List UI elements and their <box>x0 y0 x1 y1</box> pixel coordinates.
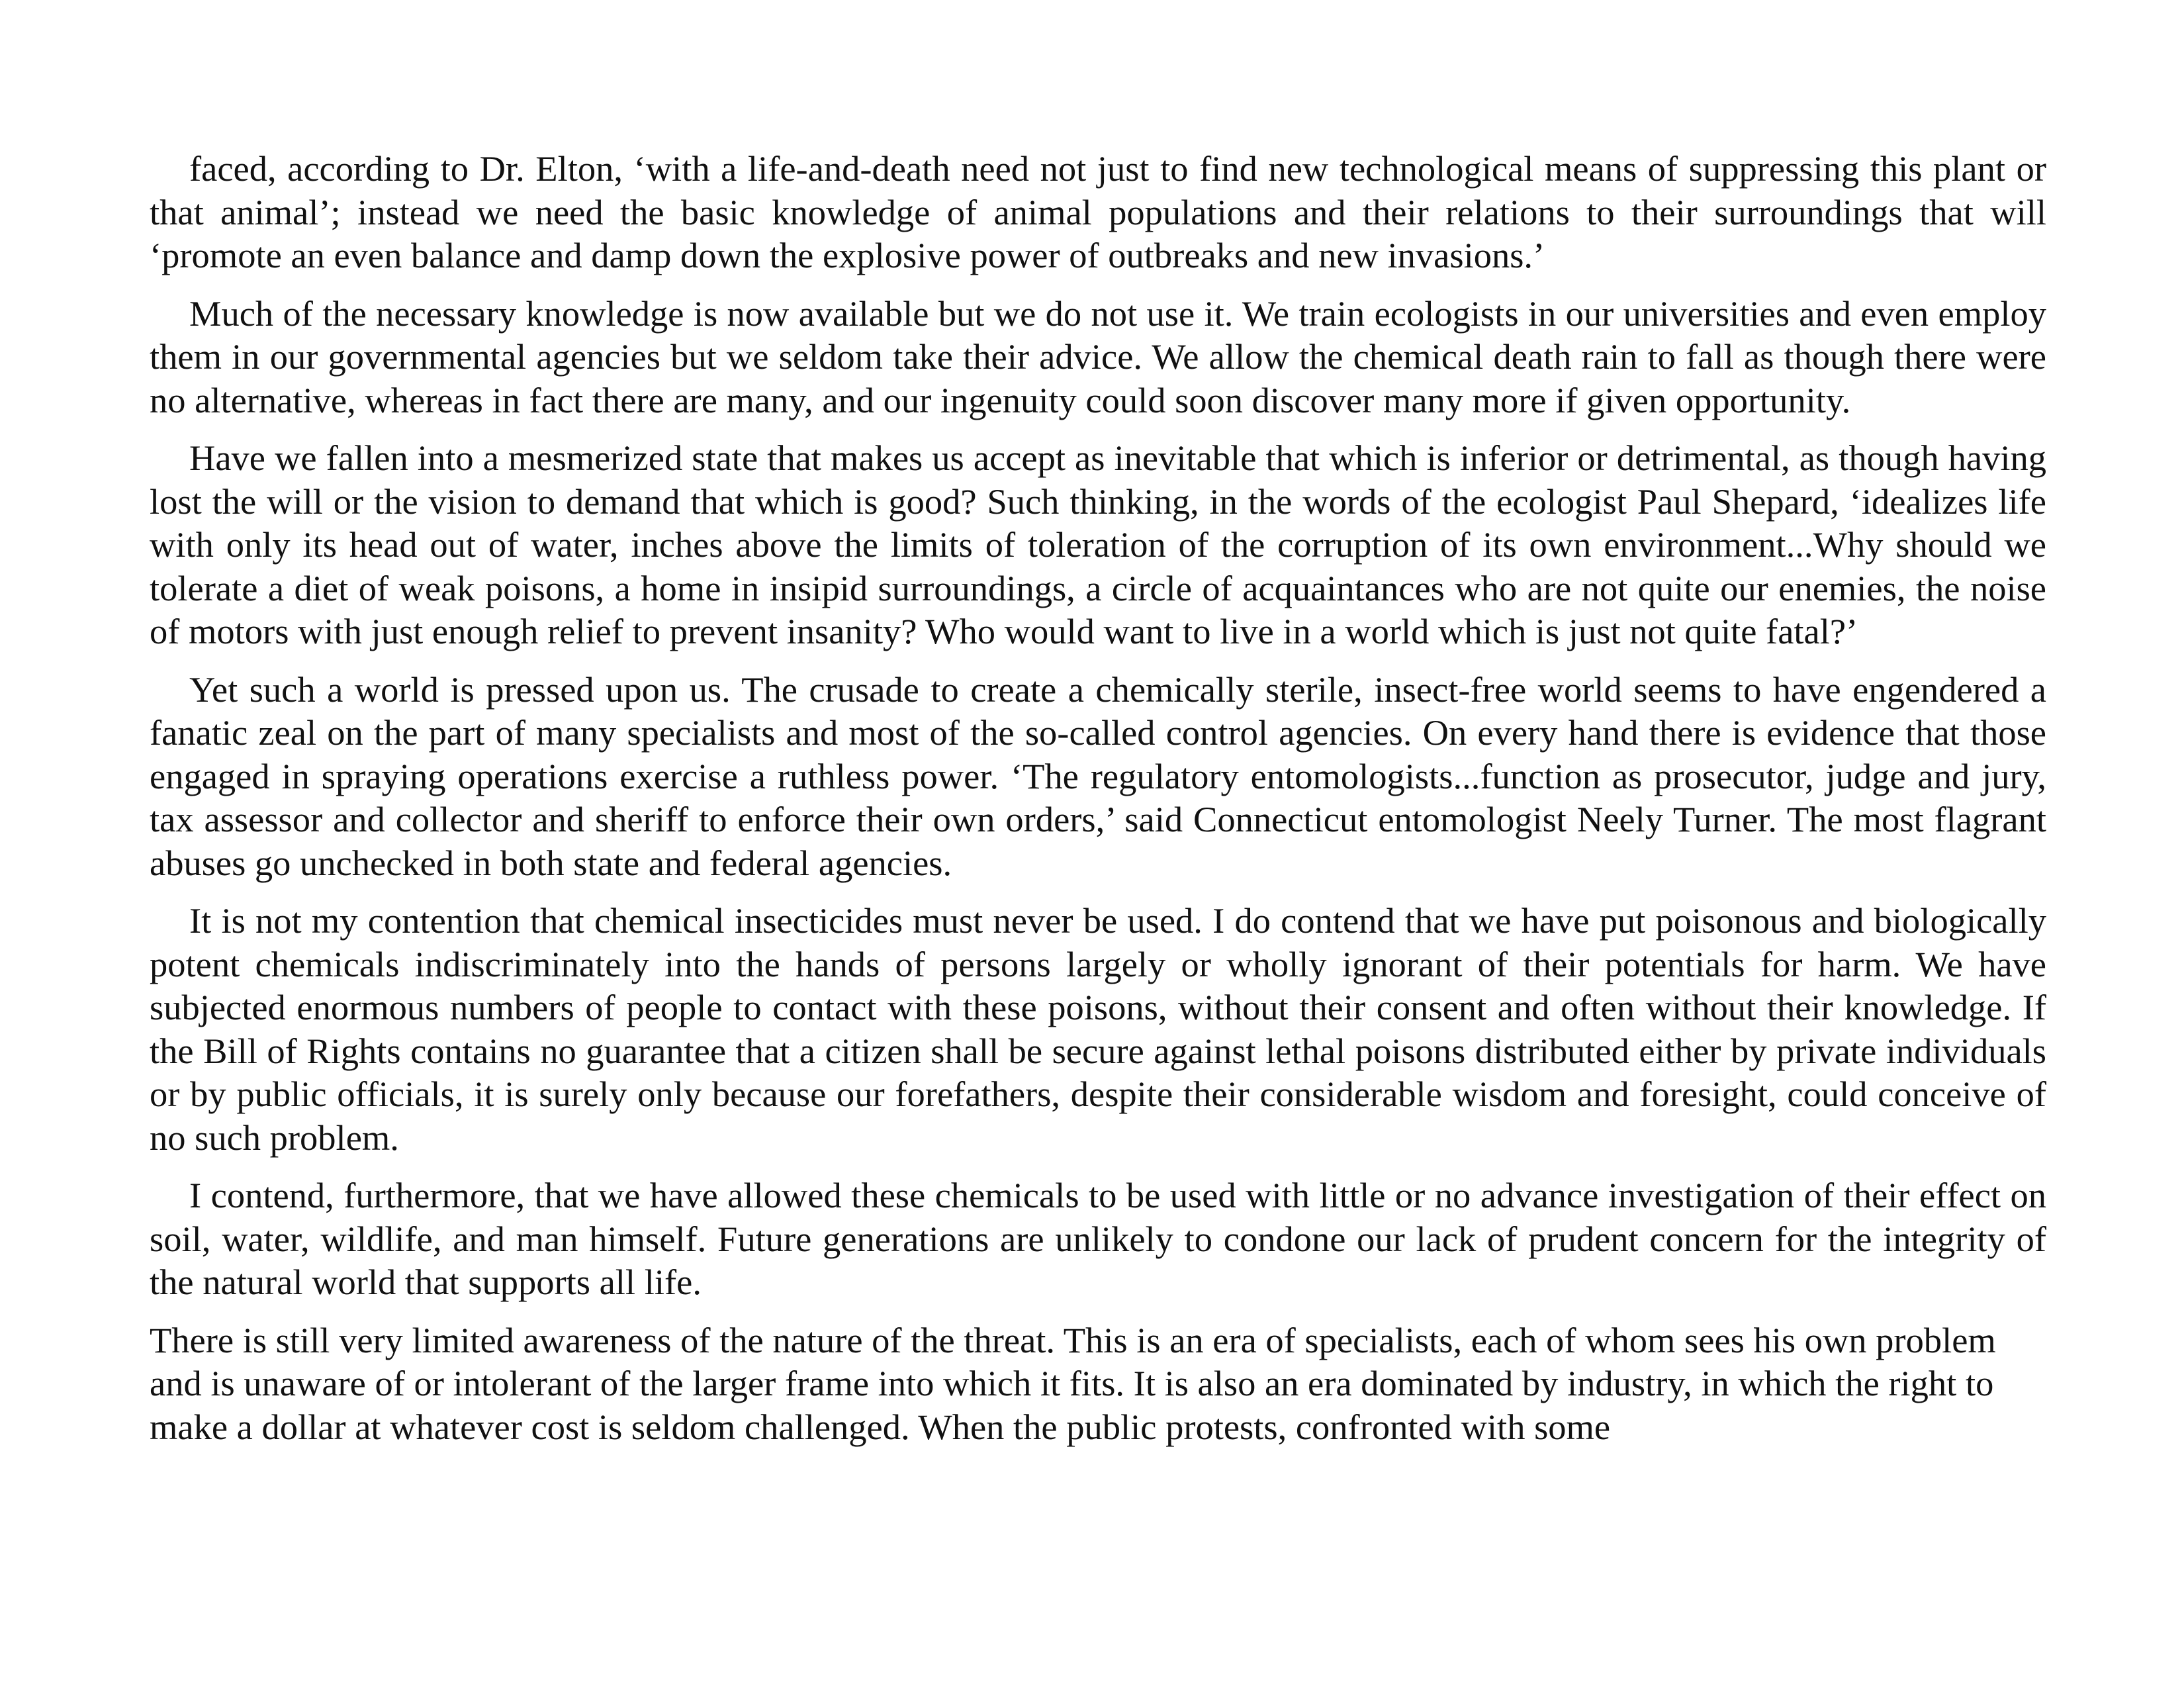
paragraph-5: It is not my contention that chemical insecticides must never be used. I do contend that we have put poisonous and biologically potent chemicals indiscriminately into the hands of persons largely or wholly ignorant of their potentials for harm. We have subjected enormous numbers of people to contact with these poisons, without their consent and often without their knowledge. If the Bill of Rights contains no guarantee that a citizen shall be secure against lethal poisons distributed either by private individuals or by public officials, it is surely only because our forefathers, despite their considerable wisdom and foresight, could conceive of no such problem. <box>150 900 2046 1158</box>
paragraph-4: Yet such a world is pressed upon us. The crusade to create a chemically sterile, insect-free world seems to have engendered a fanatic zeal on the part of many specialists and most of the so-called control agencies. On every hand there is evidence that those engaged in spraying operations exercise a ruthless power. ‘The regulatory entomologists...function as prosecutor, judge and jury, tax assessor and collector and sheriff to enforce their own orders,’ said Connecticut entomologist Neely Turner. The most flagrant abuses go unchecked in both state and federal agencies. <box>150 669 2046 883</box>
paragraph-3: Have we fallen into a mesmerized state that makes us accept as inevitable that which is inferior or detrimental, as though having lost the will or the vision to demand that which is good? Such thinking, in the words of the ecologist Paul Shepard, ‘idealizes life with only its head out of water, inches above the limits of toleration of the corruption of its own environment...Why should we tolerate a diet of weak poisons, a home in insipid surroundings, a circle of acquaintances who are not quite our enemies, the noise of motors with just enough relief to prevent insanity? Who would want to live in a world which is just not quite fatal?’ <box>150 438 2046 651</box>
paragraph-2: Much of the necessary knowledge is now available but we do not use it. We train ecologists in our universities and even employ them in our governmental agencies but we seldom take their advice. We allow the chemical death rain to fall as though there were no alternative, whereas in fact there are many, and our ingenuity could soon discover many more if given opportunity. <box>150 293 2046 420</box>
paragraph-6: I contend, furthermore, that we have allowed these chemicals to be used with little or no advance investigation of their effect on soil, water, wildlife, and man himself. Future generations are unlikely to condone our lack of prudent concern for the integrity of the natural world that supports all life. <box>150 1175 2046 1302</box>
paragraph-7: There is still very limited awareness of the nature of the threat. This is an era of specialists, each of whom sees his own problem and is unaware of or intolerant of the larger frame into which it fits. It is also an era dominated by industry, in which the right to make a dollar at whatever cost is seldom challenged. When the public protests, confronted with some <box>150 1319 1996 1447</box>
paragraph-1: faced, according to Dr. Elton, ‘with a life-and-death need not just to find new technological means of suppressing this plant or that animal’; instead we need the basic knowledge of animal populations and their relations to their surroundings that will ‘promote an even balance and damp down the explosive power of outbreaks and new invasions.’ <box>150 148 2046 275</box>
document-page <box>150 147 2046 1463</box>
